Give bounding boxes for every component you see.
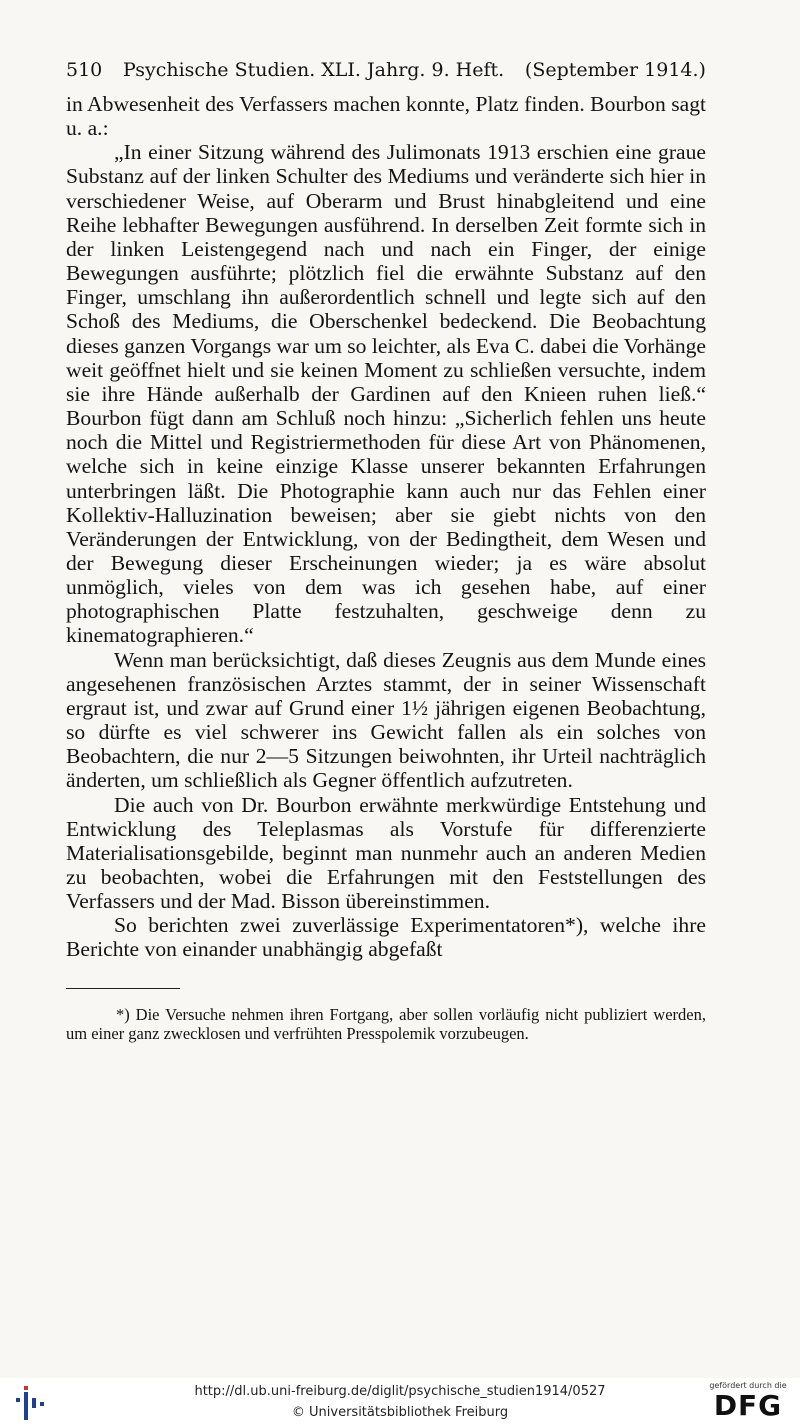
issue-date: (September 1914.): [524, 59, 706, 81]
paragraph: So berichten zwei zuverlässige Experimentatoren*), welche ihre Berichte von einander unabhängig abgefaßt: [66, 913, 706, 962]
paragraph: Die auch von Dr. Bourbon erwähnte merkwürdige Entstehung und Entwicklung des Teleplasmas als Vorstufe für differenzierte Materialisationsgebilde, beginnt man nunmehr auch an anderen Medien zu beobachten, wobei die Erfahrungen mit den Feststellungen des Verfassers und der Mad. Bisson übereinstimmen.: [66, 792, 706, 914]
dfg-wordmark: DFG: [713, 1389, 783, 1422]
footnote: *) Die Versuche nehmen ihren Fortgang, aber sollen vorläufig nicht publiziert werden, um einer ganz zwecklosen und verfrühten Presspolemik vorzubeugen.: [66, 1004, 706, 1044]
source-url-link[interactable]: http://dl.ub.uni-freiburg.de/diglit/psychische_studien1914/0527: [194, 1384, 606, 1399]
dfg-logo: [706, 1381, 790, 1425]
page-content: [66, 56, 706, 1044]
running-title: Psychische Studien. XLI. Jahrg. 9. Heft.: [122, 59, 505, 81]
paragraph: „In einer Sitzung während des Julimonats 1913 erschien eine graue Substanz auf der linken Schulter des Mediums und veränderte sich hier in verschiedener Weise, auf Oberarm und Brust hinabgleitend und eine Reihe lebhafter Bewegungen ausführend. In derselben Zeit formte sich in der linken Leistengegend nach und nach ein Finger, der einige Bewegungen ausführte; plötzlich fiel die erwähnte Substanz auf den Finger, umschlang ihn außerordentlich schnell und legte sich auf den Schoß des Mediums, die Oberschenkel bedeckend. Die Beobachtung dieses ganzen Vorgangs war um so leichter, als Eva C. dabei die Vorhänge weit geöffnet hielt und sie keinen Moment zu schließen versuchte, indem sie ihre Hände außerhalb der Gardinen auf den Knieen ruhen ließ.“ Bourbon fügt dann am Schluß noch hinzu: „Sicherlich fehlen uns heute noch die Mittel und Registriermethoden für diese Art von Phänomenen, welche sich in keine einzige Klasse unserer bekannten Erfahrungen unterbringen läßt. Die Photographie kann auch nur das Fehlen einer Kollektiv-Halluzination beweisen; aber sie giebt nichts von den Veränderungen der Entwicklung, von der Bedingtheit, dem Wesen und der Bewegung dieser Erscheinungen wieder; ja es wäre absolut unmöglich, vieles von dem was ich gesehen habe, auf einer photographischen Platte festzuhalten, geschweige denn zu kinematographieren.“: [66, 140, 706, 648]
copyright-notice: © Universitätsbibliothek Freiburg: [291, 1405, 509, 1420]
dfg-tagline: gefördert durch die: [709, 1381, 787, 1390]
paragraph: in Abwesenheit des Verfassers machen konnte, Platz finden. Bourbon sagt u. a.:: [66, 92, 706, 141]
footnote-divider: [66, 988, 180, 989]
body-text: [66, 92, 706, 962]
running-header: [66, 56, 706, 84]
paragraph: Wenn man berücksichtigt, daß dieses Zeugnis aus dem Munde eines angesehenen französischen Arztes stammt, der in seiner Wissenschaft ergraut ist, und zwar auf Grund einer 1½ jährigen eigenen Beobachtung, so dürfte es viel schwerer ins Gewicht fallen als ein solches von Beobachtern, die nur 2—5 Sitzungen beiwohnten, ihr Urteil nachträglich änderten, um schließlich als Gegner öffentlich aufzutreten.: [66, 647, 706, 793]
page-number: 510: [66, 59, 103, 81]
viewer-footer: [0, 1378, 800, 1428]
